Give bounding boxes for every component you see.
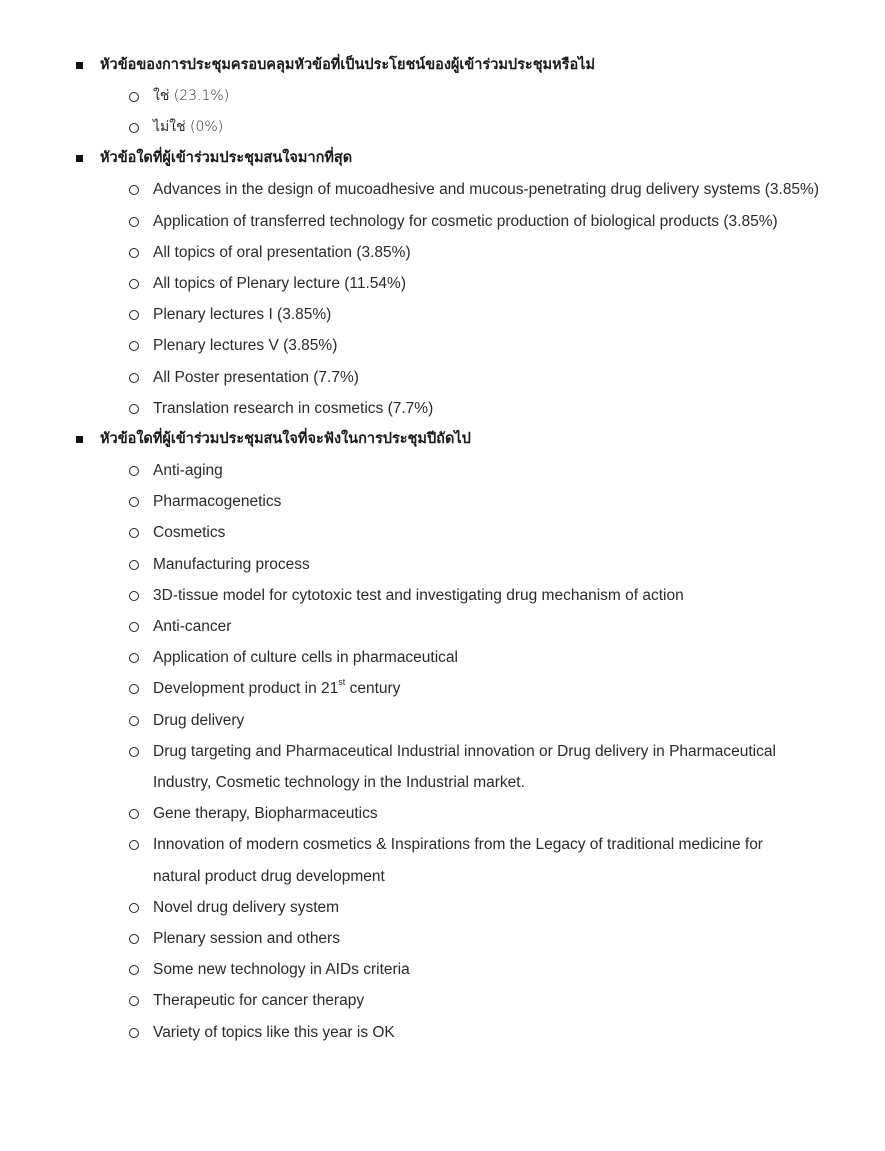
list-item: Application of culture cells in pharmaceutical — [0, 642, 885, 673]
circle-bullet-icon — [129, 996, 139, 1006]
list-item: Advances in the design of mucoadhesive and mucous-penetrating drug delivery systems (3.85%) — [0, 174, 885, 205]
circle-bullet-icon — [129, 622, 139, 632]
circle-bullet-icon — [129, 528, 139, 538]
circle-bullet-icon — [129, 965, 139, 975]
circle-bullet-icon — [129, 217, 139, 227]
list-item: Anti-aging — [0, 455, 885, 486]
circle-bullet-icon — [129, 653, 139, 663]
list-item: Application of transferred technology for cosmetic production of biological products (3.85%) — [0, 206, 885, 237]
circle-bullet-icon — [129, 373, 139, 383]
circle-bullet-icon — [129, 341, 139, 351]
circle-bullet-icon — [129, 747, 139, 757]
list-item: Some new technology in AIDs criteria — [0, 954, 885, 985]
circle-bullet-icon — [129, 279, 139, 289]
list-item: Innovation of modern cosmetics & Inspirations from the Legacy of traditional medicine for natural product drug development — [0, 829, 885, 891]
list-item: ไม่ใช่ (0%) — [0, 112, 885, 143]
circle-bullet-icon — [129, 185, 139, 195]
square-bullet-icon — [76, 155, 83, 162]
list-item: Translation research in cosmetics (7.7%) — [0, 393, 885, 424]
circle-bullet-icon — [129, 684, 139, 694]
list-item: Anti-cancer — [0, 611, 885, 642]
list-item: Gene therapy, Biopharmaceutics — [0, 798, 885, 829]
list-item: Plenary lectures I (3.85%) — [0, 299, 885, 330]
circle-bullet-icon — [129, 248, 139, 258]
topic-list — [0, 174, 885, 424]
circle-bullet-icon — [129, 560, 139, 570]
list-item: Plenary lectures V (3.85%) — [0, 330, 885, 361]
section-heading-topics-coverage — [0, 50, 885, 81]
list-item: All topics of Plenary lecture (11.54%) — [0, 268, 885, 299]
circle-bullet-icon — [129, 404, 139, 414]
list-item: Drug delivery — [0, 705, 885, 736]
section-heading-text: หัวข้อใดที่ผู้เข้าร่วมประชุมสนใจมากที่สุด — [100, 150, 353, 167]
circle-bullet-icon — [129, 497, 139, 507]
square-bullet-icon — [76, 436, 83, 443]
circle-bullet-icon — [129, 92, 139, 102]
section-heading-text: หัวข้อของการประชุมครอบคลุมหัวข้อที่เป็นประโยชน์ของผู้เข้าร่วมประชุมหรือไม่ — [100, 57, 596, 73]
list-item: All topics of oral presentation (3.85%) — [0, 237, 885, 268]
next-year-topic-list — [0, 455, 885, 1048]
circle-bullet-icon — [129, 1028, 139, 1038]
section-heading-most-interesting — [0, 143, 885, 174]
list-item: Pharmacogenetics — [0, 486, 885, 517]
circle-bullet-icon — [129, 123, 139, 133]
list-item: Cosmetics — [0, 517, 885, 548]
section-heading-text: หัวข้อใดที่ผู้เข้าร่วมประชุมสนใจที่จะฟังในการประชุมปีถัดไป — [100, 431, 471, 448]
circle-bullet-icon — [129, 840, 139, 850]
answer-list — [0, 81, 885, 143]
circle-bullet-icon — [129, 934, 139, 944]
list-item: Development product in 21st century — [0, 673, 885, 704]
circle-bullet-icon — [129, 310, 139, 320]
circle-bullet-icon — [129, 903, 139, 913]
superscript-ordinal: st — [338, 677, 346, 688]
document-page — [0, 50, 885, 1048]
list-item: Variety of topics like this year is OK — [0, 1017, 885, 1048]
circle-bullet-icon — [129, 591, 139, 601]
list-item: All Poster presentation (7.7%) — [0, 362, 885, 393]
section-heading-next-year-interest — [0, 424, 885, 455]
circle-bullet-icon — [129, 466, 139, 476]
list-item: Novel drug delivery system — [0, 892, 885, 923]
list-item: Drug targeting and Pharmaceutical Industrial innovation or Drug delivery in Pharmaceutical Industry, Cosmetic technology in the Industrial market. — [0, 736, 885, 798]
square-bullet-icon — [76, 62, 83, 69]
list-item: Plenary session and others — [0, 923, 885, 954]
circle-bullet-icon — [129, 716, 139, 726]
list-item: Therapeutic for cancer therapy — [0, 985, 885, 1016]
circle-bullet-icon — [129, 809, 139, 819]
list-item: ใช่ (23.1%) — [0, 81, 885, 112]
list-item: Manufacturing process — [0, 549, 885, 580]
list-item: 3D-tissue model for cytotoxic test and investigating drug mechanism of action — [0, 580, 885, 611]
